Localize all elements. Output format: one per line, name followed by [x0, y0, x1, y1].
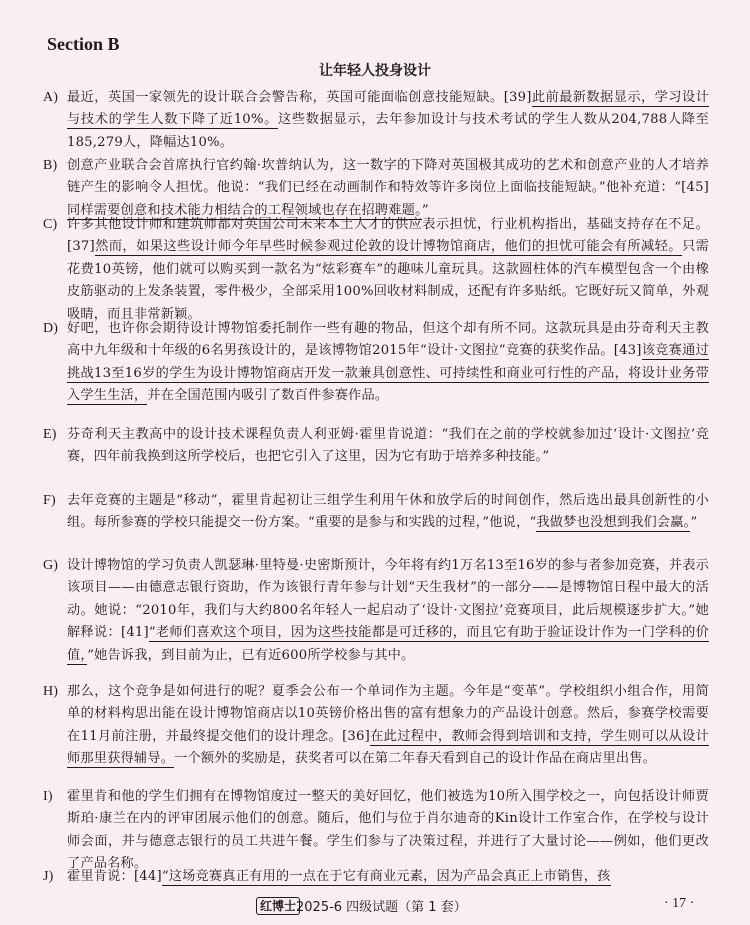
page-number: · 17 · — [664, 896, 695, 911]
question-marker: [39] — [503, 90, 532, 105]
question-marker: [36] — [342, 728, 370, 744]
paragraph-text-plain: 去年竞赛的主题是“移动”，霍里肯起初让三组学生利用午休和放学后的时间创作，然后选出最具创新性的小组。每所参赛的学校只能提交一份方案。“重要的是参与和实践的过程，”他说，“ — [67, 493, 709, 531]
passage-title: 让年轻人投身设计 — [319, 63, 431, 79]
paragraph-text — [67, 786, 709, 876]
paragraph-d — [43, 318, 709, 408]
underlined-answer-text: 在此过程中，教师会得到培训和支持，学生则可以从设计师那里获得辅导。 — [67, 728, 710, 767]
underlined-answer-text: 我做梦也没想到我们会赢。 — [536, 515, 691, 531]
paragraph-text-tail: 这些数据显示，去年参加设计与技术考试的学生人数从204,788人降至185,279人，降幅达10%。 — [67, 112, 709, 150]
paragraph-g — [43, 555, 709, 667]
paragraph-text — [67, 155, 709, 222]
paragraph-label: D) — [43, 321, 59, 336]
paragraph-text-tail: ” — [690, 515, 698, 531]
paragraph-text — [67, 490, 709, 535]
paragraph-text-tail: ”她告诉我，到目前为止，已有近600所学校参与其中。 — [87, 647, 415, 663]
paragraph-text-plain: 霍里肯和他的学生们拥有在博物馆度过一整天的美好回忆，他们被选为10所入围学校之一，向包括设计师贾斯珀·康兰在内的评审团展示他们的创意。随后，他们与位于肖尔迪奇的Kin设计工作室合作，在学校与设计师会面，并与德意志银行的员工共进午餐。学生们参与了决策过程，并进行了大量讨论——例如，他们更改了产品名称。 — [67, 789, 709, 872]
underlined-answer-text: “老师们喜欢这个项目，因为这些技能都是可迁移的，而且它有助于验证设计作为一门学科的价值， — [67, 625, 709, 663]
paragraph-text — [67, 866, 709, 888]
paragraph-text-tail: ” — [421, 202, 429, 218]
question-marker: [44] — [133, 869, 162, 884]
paragraph-b — [43, 155, 709, 222]
question-marker: [41] — [120, 625, 149, 641]
paragraph-label: A) — [43, 90, 59, 105]
paragraph-text-plain: 创意产业联合会首席执行官约翰·坎普纳认为，这一数字的下降对英国极其成功的艺术和创意产业的人才培养链产生的影响令人担忧。他说：“我们已经在动画制作和特效等许多岗位上面临技能短缺。”他补充道： — [67, 158, 709, 196]
paragraph-text-plain: 好吧，也许你会期待设计博物馆委托制作一些有趣的物品，但这个却有所不同。这款玩具是由芬奇利天主教高中九年级和十年级的6名男孩设计的，是该博物馆2015年“设计·文图拉”竞赛的获奖作品。 — [67, 321, 709, 359]
underlined-answer-text: 同样需要创意和技术能力相结合的工程领域也存在招聘难题。 — [67, 202, 422, 218]
paragraph-text-tail: 并在全国范围内吸引了数百件参赛作品。 — [147, 388, 389, 404]
paragraph-label: E) — [43, 427, 57, 442]
underlined-answer-text: 此前最新数据显示，学习设计与技术的学生人数下降了近10%。 — [67, 90, 709, 128]
paragraph-text-tail: 一个额外的奖励是，获奖者可以在第二年春天看到自己的设计作品在商店里出售。 — [174, 751, 657, 767]
section-heading: Section B — [47, 34, 120, 54]
paragraph-text — [67, 214, 709, 326]
paragraph-text — [67, 87, 709, 154]
paragraph-j — [43, 866, 709, 888]
paragraph-e — [43, 424, 709, 469]
paragraph-text-plain: 许多其他设计师和建筑师都对英国公司未来本土人才的供应表示担忧，行业机构指出，基础支持存在不足。 — [67, 217, 709, 232]
publisher-logo: 红博士 — [256, 897, 300, 915]
paragraph-c — [43, 214, 709, 326]
paragraph-label: H) — [43, 684, 59, 699]
paragraph-text-tail: 只需花费10英镑，他们就可以购买到一款名为“炫彩赛车”的趣味儿童玩具。这款圆柱体的汽车模型包含一个由橡皮筋驱动的上发条装置，零件极少，全部采用100%回收材料制成，还配有许多贴纸。它既好玩又简单，外观吸睛，而且非常新颖。 — [67, 239, 709, 322]
paragraph-text-plain: 霍里肯说： — [67, 869, 134, 884]
paragraph-text — [67, 555, 709, 667]
underlined-answer-text: 该竞赛通过挑战13至16岁的学生为设计博物馆商店开发一款兼具创意性、可持续性和商业可行性的产品，将设计业务带入学生生活， — [67, 343, 709, 404]
paragraph-text-plain: 芬奇利天主教高中的设计技术课程负责人利亚姆·霍里肯说道：“我们在之前的学校就参加过‘设计·文图拉’竞赛，四年前我换到这所学校后，也把它引入了这里，因为它有助于培养多种技能。” — [67, 427, 709, 465]
paragraph-label: F) — [43, 493, 56, 508]
paragraph-label: B) — [43, 158, 58, 173]
paragraph-i — [43, 786, 709, 876]
paragraph-label: I) — [43, 789, 53, 804]
paragraph-f — [43, 490, 709, 535]
page-footer — [0, 895, 750, 921]
paragraph-h — [43, 681, 709, 771]
paragraph-label: J) — [43, 869, 54, 884]
exam-info: 2025-6 四级试题（第 1 套） — [296, 900, 467, 915]
paragraph-text — [67, 318, 709, 408]
question-marker: [43] — [613, 343, 642, 359]
question-marker: [37] — [67, 239, 95, 255]
question-marker: “[45] — [674, 180, 709, 196]
paragraph-text-plain: 设计博物馆的学习负责人凯瑟琳·里特曼·史密斯预计，今年将有约1万名13至16岁的参与者参加竞赛，并表示该项目——由德意志银行资助，作为该银行青年参与计划“天生我材”的一部分——是博物馆日程中最大的活动。她说：“2010年，我们与大约800名年轻人一起启动了‘设计·文图拉’竞赛项目，此后规模逐步扩大。”她解释说： — [67, 558, 709, 641]
paragraph-text-plain: 那么，这个竞争是如何进行的呢？夏季会公布一个单词作为主题。今年是“变革”。学校组织小组合作，用简单的材料构思出能在设计博物馆商店以10英镑价格出售的富有想象力的产品设计创意。然后，参赛学校需要在11月前注册，并最终提交他们的设计理念。 — [67, 684, 709, 744]
paragraph-label: G) — [43, 558, 59, 573]
paragraph-a — [43, 87, 709, 154]
paragraph-label: C) — [43, 217, 58, 232]
paragraph-text — [67, 424, 709, 469]
paragraph-text — [67, 681, 709, 771]
paragraph-text-plain: 最近，英国一家领先的设计联合会警告称，英国可能面临创意技能短缺。 — [67, 90, 504, 105]
underlined-answer-text: 然而，如果这些设计师今年早些时候参观过伦敦的设计博物馆商店，他们的担忧可能会有所减轻。 — [94, 239, 682, 255]
underlined-answer-text: “这场竞赛真正有用的一点在于它有商业元素，因为产品会真正上市销售，孩 — [161, 869, 611, 884]
